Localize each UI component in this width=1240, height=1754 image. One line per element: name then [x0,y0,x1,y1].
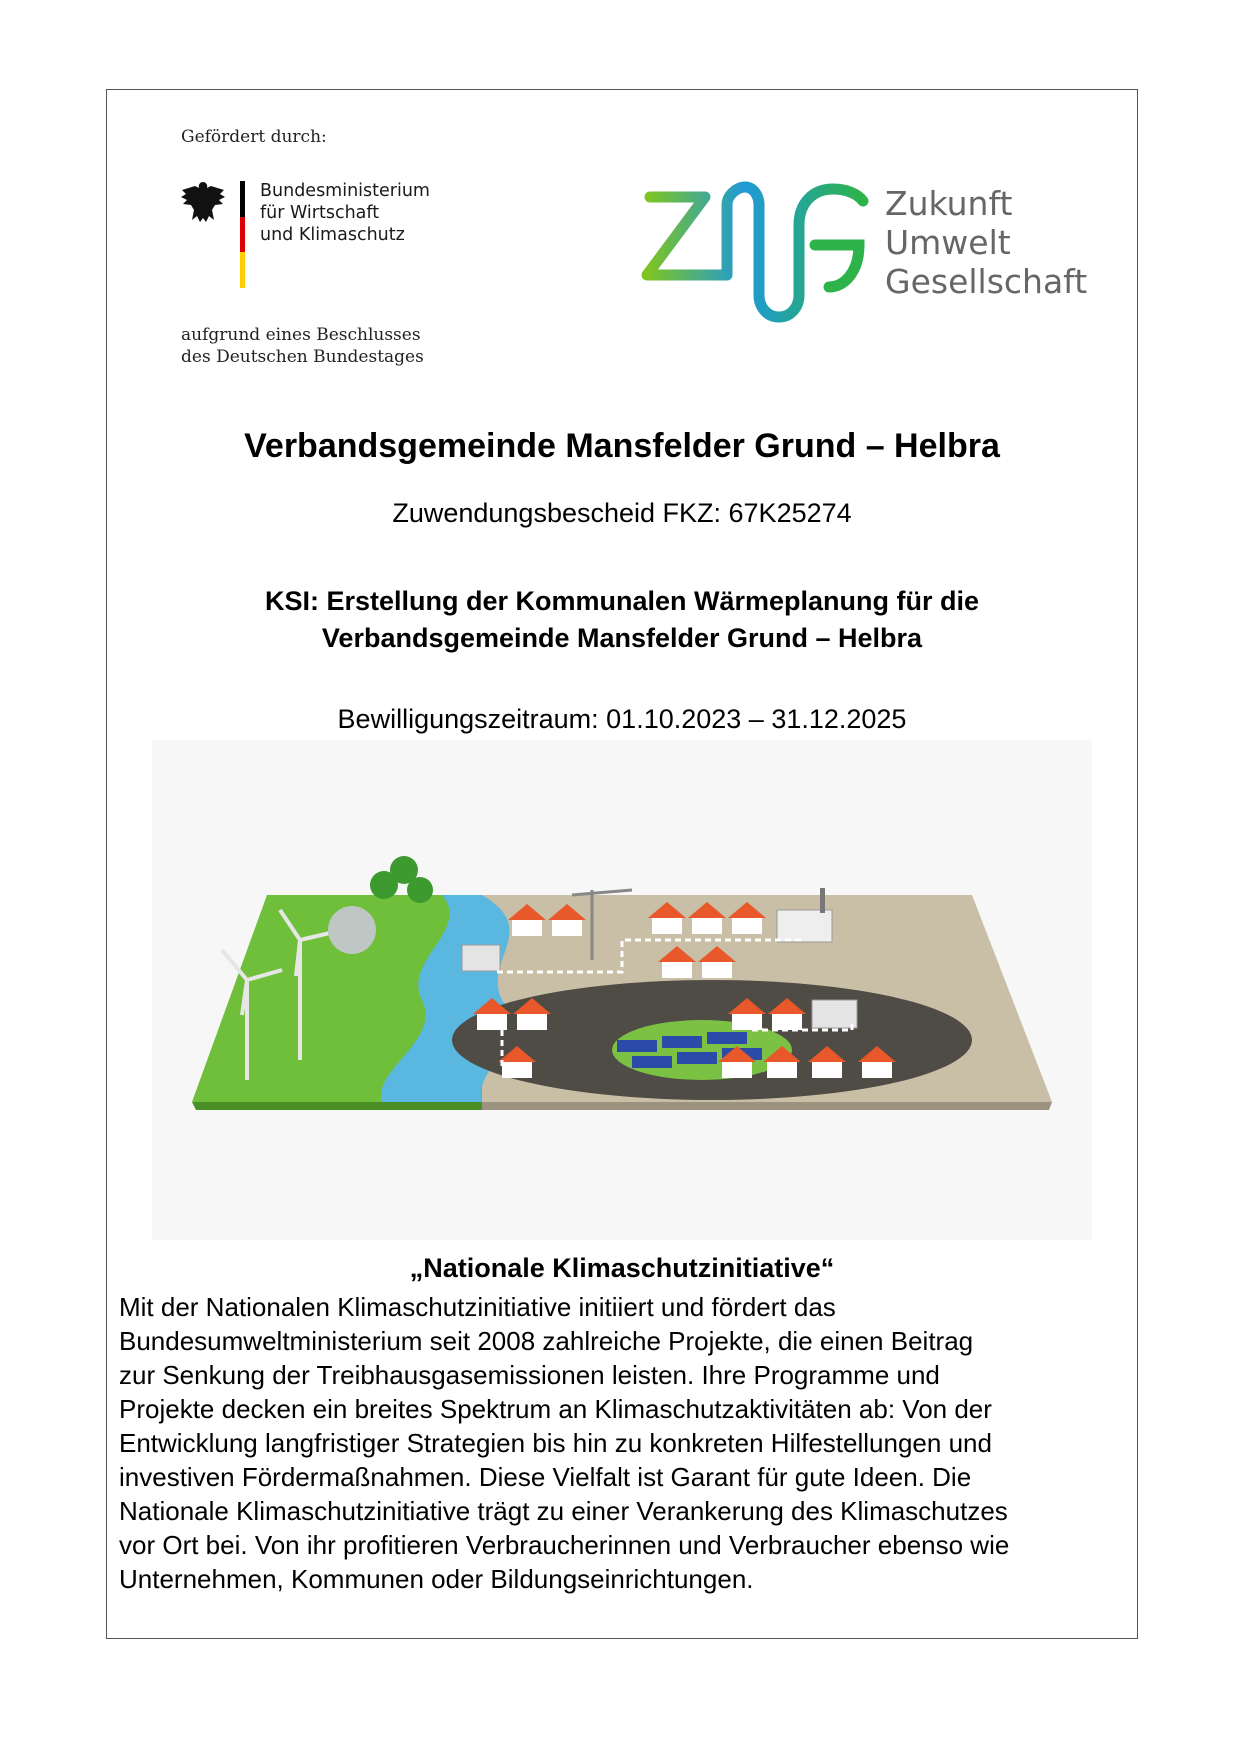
german-flag-bar [240,181,245,288]
body-line: Nationale Klimaschutzinitiative trägt zu einer Verankerung des Klimaschutzes [119,1496,1008,1526]
funded-by-label: Gefördert durch: [181,127,327,147]
project-title [106,583,1138,657]
body-line: Projekte decken ein breites Spektrum an Klimaschutzaktivitäten ab: Von der [119,1394,992,1424]
ministry-name [260,180,430,246]
decision-line: des Deutschen Bundestages [181,347,424,367]
zug-wordmark [885,184,1087,301]
project-title-line: KSI: Erstellung der Kommunalen Wärmeplanung für die [264,586,980,616]
body-line: Mit der Nationalen Klimaschutzinitiative initiiert und fördert das [119,1292,836,1322]
initiative-heading: „Nationale Klimaschutzinitiative“ [409,1253,835,1283]
ministry-line: für Wirtschaft [260,203,380,223]
decision-line: aufgrund eines Beschlusses [181,325,421,345]
heat-planning-illustration [152,740,1092,1240]
body-line: vor Ort bei. Von ihr profitieren Verbraucherinnen und Verbraucher ebenso wie [119,1530,1010,1560]
ministry-line: Bundesministerium [260,181,430,201]
zug-line: Gesellschaft [885,262,1088,301]
initiative-body [119,1290,1129,1596]
flag-stripe-gold [240,252,245,288]
flag-stripe-red [240,217,245,253]
grass-edge [192,1102,482,1110]
ministry-line: und Klimaschutz [260,225,405,245]
body-line: Unternehmen, Kommunen oder Bildungseinrichtungen. [119,1564,754,1594]
bundestag-decision [181,324,424,368]
zug-line: Zukunft [885,184,1013,223]
body-line: investiven Fördermaßnahmen. Diese Vielfalt ist Garant für gute Ideen. Die [119,1462,972,1492]
ground-edge [482,1102,1052,1110]
flag-stripe-black [240,181,245,217]
body-line: zur Senkung der Treibhausgasemissionen leisten. Ihre Programme und [119,1360,940,1390]
zug-line: Umwelt [885,223,1011,262]
approval-period: Bewilligungszeitraum: 01.10.2023 – 31.12.2025 [337,704,907,734]
grant-reference: Zuwendungsbescheid FKZ: 67K25274 [392,498,852,528]
project-title-line: Verbandsgemeinde Mansfelder Grund – Helbra [321,623,923,653]
zug-logo-icon [635,175,870,325]
body-line: Bundesumweltministerium seit 2008 zahlreiche Projekte, die einen Beitrag [119,1326,974,1356]
body-line: Entwicklung langfristiger Strategien bis hin zu konkreten Hilfestellungen und [119,1428,992,1458]
page-title: Verbandsgemeinde Mansfelder Grund – Helbra [244,427,1000,465]
federal-eagle-icon [180,180,226,224]
biogas-dome [328,906,376,954]
